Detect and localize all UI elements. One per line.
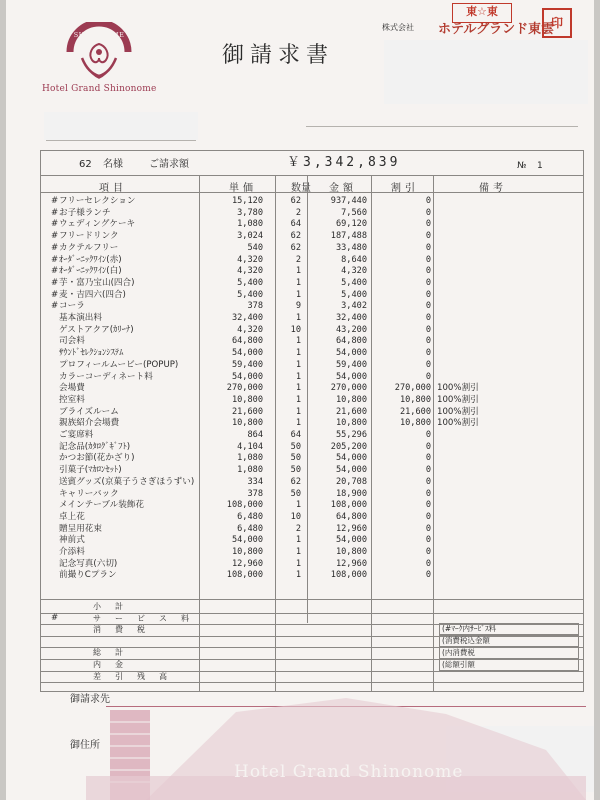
watermark-brand: Hotel Grand Shinonome: [234, 762, 464, 782]
row-unit-price: 4,320: [237, 324, 263, 335]
row-qty: 62: [290, 196, 301, 206]
row-qty: 1: [295, 336, 301, 347]
row-qty: 1: [295, 313, 301, 323]
row-unit-price: 6,480: [237, 523, 263, 534]
row-amount: 8,640: [341, 254, 367, 265]
row-amount: 33,480: [335, 242, 367, 253]
row-unit-price: 378: [247, 301, 263, 312]
row-amount: 7,560: [341, 207, 367, 218]
row-mark: #: [51, 219, 59, 230]
row-unit-price: 334: [247, 476, 263, 487]
row-item: 介添料: [59, 547, 85, 557]
row-discount: 0: [425, 465, 431, 476]
row-qty: 1: [295, 406, 301, 417]
row-qty: 2: [295, 523, 301, 534]
row-unit-price: 15,120: [231, 196, 263, 206]
invoice-no-label: №: [517, 161, 527, 171]
row-discount: 0: [425, 359, 431, 370]
row-amount: 108,000: [330, 500, 367, 511]
row-discount: 0: [425, 313, 431, 323]
row-mark: #: [51, 254, 59, 265]
row-mark: #: [51, 196, 59, 206]
row-discount: 0: [425, 207, 431, 218]
row-unit-price: 1,080: [237, 453, 263, 464]
row-item: 親族紹介会場費: [59, 418, 120, 429]
row-unit-price: 32,400: [231, 313, 263, 323]
row-unit-price: 378: [247, 488, 263, 499]
row-amount: 18,900: [335, 488, 367, 499]
row-item: ウェディングケーキ: [59, 219, 136, 230]
col-header-amount: 金額: [329, 183, 357, 194]
row-unit-price: 4,104: [237, 441, 263, 452]
row-amount: 108,000: [330, 570, 367, 581]
summary-label: サービス料: [93, 613, 203, 623]
row-item: 控室料: [59, 394, 85, 405]
row-amount: 21,600: [335, 406, 367, 417]
row-item: メインテーブル装飾花: [59, 500, 144, 511]
row-discount: 270,000: [394, 383, 431, 394]
row-qty: 62: [290, 476, 301, 487]
row-discount: 0: [425, 196, 431, 206]
row-amount: 32,400: [335, 313, 367, 323]
recipient-underline: [46, 140, 196, 141]
row-unit-price: 108,000: [226, 500, 263, 511]
company-seal-stamp: 印: [542, 8, 572, 38]
row-amount: 5,400: [341, 277, 367, 288]
row-amount: 5,400: [341, 289, 367, 300]
row-item: カラーコーディネート料: [59, 371, 153, 382]
row-item: コーラ: [59, 301, 85, 312]
row-item: 送賓グッズ(京菓子うさぎほうずい): [59, 476, 195, 487]
row-amount: 187,488: [330, 231, 367, 242]
row-qty: 1: [295, 371, 301, 382]
summary-divider: [41, 599, 583, 600]
row-amount: 20,708: [335, 476, 367, 487]
row-qty: 1: [295, 558, 301, 569]
row-discount: 0: [425, 558, 431, 569]
row-item: 会場費: [59, 383, 85, 394]
row-discount: 10,800: [399, 394, 431, 405]
row-discount: 0: [425, 535, 431, 546]
row-unit-price: 54,000: [231, 535, 263, 546]
row-qty: 1: [295, 535, 301, 546]
row-discount: 0: [425, 254, 431, 265]
row-discount: 0: [425, 324, 431, 335]
row-item: 記念写真(六切): [59, 558, 118, 569]
row-remark: 100%割引: [437, 418, 479, 429]
row-discount: 21,600: [399, 406, 431, 417]
row-qty: 2: [295, 207, 301, 218]
billing-to-label: 御請求先: [70, 694, 110, 705]
row-unit-price: 5,400: [237, 277, 263, 288]
row-discount: 0: [425, 547, 431, 557]
row-qty: 50: [290, 488, 301, 499]
row-discount: 0: [425, 289, 431, 300]
row-qty: 1: [295, 277, 301, 288]
row-amount: 43,200: [335, 324, 367, 335]
row-item: 記念品(ｶﾀﾛｸﾞｷﾞﾌﾄ): [59, 441, 131, 452]
document-title: 御請求書: [222, 43, 335, 68]
summary-label: 小計: [93, 602, 137, 611]
hotel-logo-caption: Hotel Grand Shinonome: [42, 84, 157, 94]
row-unit-price: 1,080: [237, 465, 263, 476]
row-qty: 9: [295, 301, 301, 312]
row-qty: 1: [295, 418, 301, 429]
row-amount: 12,960: [335, 523, 367, 534]
redacted-recipient: [44, 112, 198, 140]
summary-label: 内金: [93, 660, 137, 669]
row-remark: 100%割引: [437, 406, 479, 417]
row-unit-price: 10,800: [231, 394, 263, 405]
row-amount: 10,800: [335, 418, 367, 429]
row-unit-price: 6,480: [237, 511, 263, 522]
logo-seal-text: SHINONOME: [73, 31, 125, 39]
row-amount: 10,800: [335, 547, 367, 557]
row-qty: 1: [295, 266, 301, 277]
row-qty: 10: [290, 511, 301, 522]
row-amount: 3,402: [341, 301, 367, 312]
row-item: 引菓子(ﾏｶﾛﾝｾｯﾄ): [59, 465, 122, 476]
row-amount: 64,800: [335, 336, 367, 347]
col-header-unit-price: 単価: [229, 183, 257, 194]
row-discount: 0: [425, 441, 431, 452]
row-discount: 0: [425, 277, 431, 288]
col-divider: [433, 175, 434, 691]
company-logo: 東☆東: [452, 3, 512, 23]
row-mark: #: [51, 289, 59, 300]
row-discount: 0: [425, 523, 431, 534]
guest-count: 62: [79, 159, 92, 170]
row-item: カクテルフリー: [59, 242, 119, 253]
row-discount: 0: [425, 500, 431, 511]
row-amount: 10,800: [335, 394, 367, 405]
row-amount: 12,960: [335, 558, 367, 569]
row-item: かつお節(花かざり): [59, 453, 135, 464]
row-discount: 0: [425, 371, 431, 382]
row-discount: 0: [425, 430, 431, 440]
redacted-company-address: [384, 40, 588, 104]
row-item: 麦・吉四六(四合): [59, 289, 126, 300]
row-qty: 1: [295, 289, 301, 300]
row-item: キャリーバック: [59, 488, 119, 499]
row-unit-price: 4,320: [237, 254, 263, 265]
row-amount: 55,296: [335, 430, 367, 440]
row-amount: 4,320: [341, 266, 367, 277]
row-discount: 0: [425, 453, 431, 464]
row-qty: 50: [290, 453, 301, 464]
row-unit-price: 12,960: [231, 558, 263, 569]
row-amount: 270,000: [330, 383, 367, 394]
row-item: 贈呈用花束: [59, 523, 102, 534]
col-header-discount: 割引: [391, 183, 419, 194]
address-label: 御住所: [70, 740, 100, 751]
col-header-remarks: 備考: [479, 183, 507, 194]
row-qty: 1: [295, 570, 301, 581]
row-amount: 54,000: [335, 453, 367, 464]
row-mark: #: [51, 242, 59, 253]
guest-count-label: 名様: [103, 159, 123, 170]
remark-box: (内消費税: [439, 647, 579, 659]
row-mark: #: [51, 231, 59, 242]
summary-label: 総計: [93, 648, 137, 658]
summary-mark: #: [51, 612, 59, 623]
row-item: ｻｳﾝﾄﾞｾﾚｸｼｮﾝｼｽﾃﾑ: [59, 348, 124, 359]
row-discount: 0: [425, 231, 431, 242]
row-unit-price: 59,400: [231, 359, 263, 370]
row-qty: 64: [290, 219, 301, 230]
row-qty: 1: [295, 383, 301, 394]
row-qty: 1: [295, 348, 301, 359]
row-qty: 10: [290, 324, 301, 335]
row-remark: 100%割引: [437, 383, 479, 394]
row-qty: 1: [295, 394, 301, 405]
summary-row-divider: [41, 682, 583, 683]
row-unit-price: 3,780: [237, 207, 263, 218]
row-discount: 0: [425, 570, 431, 581]
header-divider: [41, 175, 583, 176]
remark-box: (消費税込金額: [439, 635, 579, 647]
invoice-sheet: [6, 0, 594, 800]
row-remark: 100%割引: [437, 394, 479, 405]
row-item: 卓上花: [59, 511, 85, 522]
row-discount: 0: [425, 301, 431, 312]
row-item: ｵｰﾀﾞｰﾆｯｸﾜｲﾝ(白): [59, 266, 122, 277]
row-discount: 0: [425, 348, 431, 359]
row-unit-price: 64,800: [231, 336, 263, 347]
header-rule: [306, 126, 578, 127]
row-qty: 1: [295, 359, 301, 370]
row-amount: 937,440: [330, 196, 367, 206]
row-amount: 54,000: [335, 465, 367, 476]
row-unit-price: 540: [247, 242, 263, 253]
billing-amount-label: ご請求額: [149, 159, 189, 170]
hotel-logo-icon: [64, 22, 134, 84]
row-item: 神前式: [59, 535, 85, 546]
row-discount: 0: [425, 242, 431, 253]
row-unit-price: 4,320: [237, 266, 263, 277]
row-mark: #: [51, 277, 59, 288]
row-discount: 0: [425, 219, 431, 230]
row-qty: 1: [295, 547, 301, 557]
row-item: 前撮りCプラン: [59, 570, 117, 581]
row-unit-price: 21,600: [231, 406, 263, 417]
row-discount: 10,800: [399, 418, 431, 429]
row-amount: 54,000: [335, 371, 367, 382]
col-header-item: 項目: [99, 183, 127, 194]
row-amount: 59,400: [335, 359, 367, 370]
col-divider: [371, 175, 372, 691]
row-discount: 0: [425, 511, 431, 522]
row-unit-price: 54,000: [231, 348, 263, 359]
row-qty: 64: [290, 430, 301, 440]
remark-box: (#ﾏｰｸ内ｻｰﾋﾞｽ料: [439, 623, 579, 635]
row-unit-price: 270,000: [226, 383, 263, 394]
row-unit-price: 10,800: [231, 547, 263, 557]
col-header-qty: 数量: [291, 183, 311, 194]
company-name: ホテルグランド東雲: [438, 22, 555, 37]
row-qty: 62: [290, 242, 301, 253]
summary-label: 差引残高: [93, 671, 181, 681]
row-mark: #: [51, 207, 59, 218]
row-item: フリードリンク: [59, 231, 119, 242]
row-item: ご宴席料: [59, 430, 94, 440]
row-unit-price: 108,000: [226, 570, 263, 581]
row-discount: 0: [425, 476, 431, 487]
row-unit-price: 1,080: [237, 219, 263, 230]
row-qty: 1: [295, 500, 301, 511]
row-item: 司会料: [59, 336, 85, 347]
billing-amount: ￥3,342,839: [287, 155, 401, 170]
invoice-no: 1: [537, 161, 543, 171]
row-item: ゲストアクア(ｶﾘｰﾅ): [59, 324, 134, 335]
row-qty: 2: [295, 254, 301, 265]
row-amount: 205,200: [330, 441, 367, 452]
row-mark: #: [51, 266, 59, 277]
row-amount: 69,120: [335, 219, 367, 230]
row-unit-price: 54,000: [231, 371, 263, 382]
row-item: 芋・富乃宝山(四合): [59, 277, 135, 288]
row-item: プロフィールムービー(POPUP): [59, 359, 179, 370]
invoice-table: [40, 150, 584, 692]
row-unit-price: 5,400: [237, 289, 263, 300]
row-amount: 54,000: [335, 348, 367, 359]
row-item: お子様ランチ: [59, 207, 111, 218]
row-unit-price: 3,024: [237, 231, 263, 242]
col-divider: [307, 175, 308, 623]
summary-label: 消費税: [93, 625, 159, 635]
row-item: ｵｰﾀﾞｰﾆｯｸﾜｲﾝ(赤): [59, 254, 122, 265]
row-qty: 50: [290, 465, 301, 476]
row-discount: 0: [425, 336, 431, 347]
row-discount: 0: [425, 488, 431, 499]
row-qty: 62: [290, 231, 301, 242]
row-item: ブライズルーム: [59, 406, 119, 417]
row-item: フリーセレクション: [59, 196, 136, 206]
row-qty: 50: [290, 441, 301, 452]
row-amount: 54,000: [335, 535, 367, 546]
row-unit-price: 10,800: [231, 418, 263, 429]
row-amount: 64,800: [335, 511, 367, 522]
row-discount: 0: [425, 266, 431, 277]
company-label: 株式会社: [382, 23, 414, 32]
row-mark: #: [51, 301, 59, 312]
remark-box: (総額引額: [439, 659, 579, 671]
hotel-building-watermark-icon: [86, 690, 586, 800]
row-unit-price: 864: [247, 430, 263, 440]
row-item: 基本演出料: [59, 313, 102, 323]
